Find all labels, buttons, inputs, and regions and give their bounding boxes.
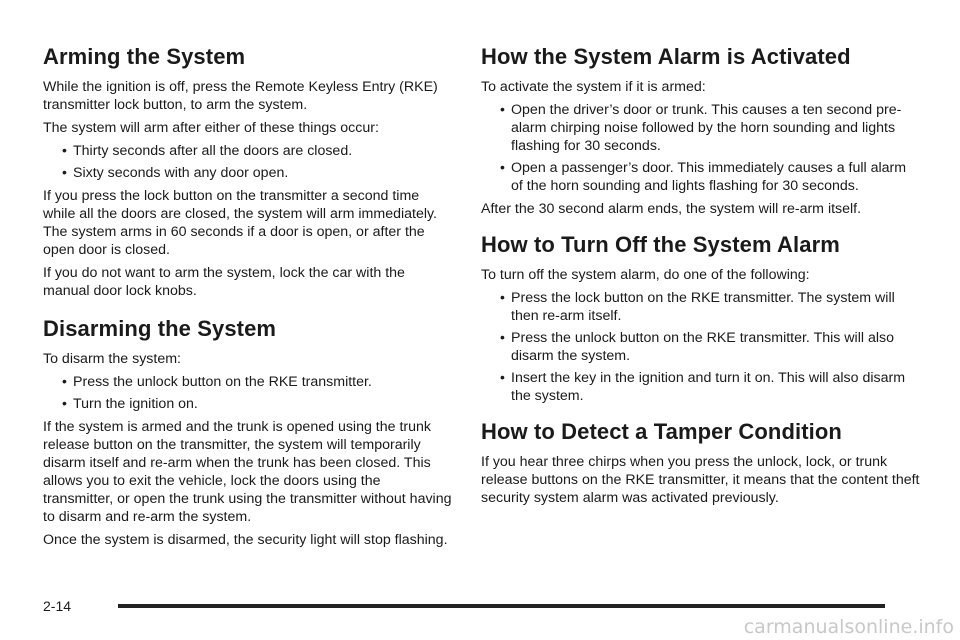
watermark: carmanualsonline.info bbox=[743, 616, 954, 638]
list-item-text: Press the unlock button on the RKE transmitter. This will also disarm the system. bbox=[511, 330, 894, 364]
section-title: Arming the System bbox=[43, 44, 246, 69]
paragraph: If the system is armed and the trunk is opened using the trunk release button on the transmitter, the system will temporarily disarm itself and re-arm when the trunk has been closed. This allows you to exit the vehicle, lock the doors using the transmitter, or open the trunk using the transmitter without having to disarm and re-arm the system. bbox=[43, 419, 452, 525]
arming-section bbox=[43, 42, 453, 300]
bullet-icon: • bbox=[62, 395, 67, 411]
section-title: How to Detect a Tamper Condition bbox=[481, 419, 842, 444]
list-item-text: Turn the ignition on. bbox=[73, 396, 198, 412]
page-number: 2-14 bbox=[43, 598, 72, 614]
paragraph: After the 30 second alarm ends, the system will re-arm itself. bbox=[481, 201, 862, 217]
bullet-icon: • bbox=[62, 142, 67, 158]
footer-rule bbox=[118, 604, 885, 608]
bullet-icon: • bbox=[500, 329, 505, 345]
paragraph: While the ignition is off, press the Remote Keyless Entry (RKE) transmitter lock button, to arm the system. bbox=[43, 79, 438, 113]
list-item bbox=[43, 373, 453, 391]
list-item bbox=[43, 142, 453, 160]
list-item bbox=[43, 395, 453, 413]
paragraph: If you hear three chirps when you press the unlock, lock, or trunk release buttons on the RKE transmitter, it means that the content theft security system alarm was activated previously. bbox=[481, 454, 920, 506]
bullet-icon: • bbox=[500, 369, 505, 385]
paragraph: To activate the system if it is armed: bbox=[481, 79, 706, 95]
section-title: How the System Alarm is Activated bbox=[481, 44, 851, 69]
paragraph: Once the system is disarmed, the security light will stop flashing. bbox=[43, 532, 448, 548]
list-item bbox=[481, 369, 921, 405]
disarming-section bbox=[43, 314, 453, 549]
list-item-text: Press the lock button on the RKE transmitter. The system will then re-arm itself. bbox=[511, 290, 895, 324]
bullet-list bbox=[43, 142, 453, 182]
list-item bbox=[481, 101, 921, 155]
section-title: How to Turn Off the System Alarm bbox=[481, 232, 840, 257]
paragraph: To disarm the system: bbox=[43, 351, 181, 367]
bullet-list bbox=[481, 289, 921, 405]
bullet-icon: • bbox=[500, 101, 505, 117]
paragraph: If you press the lock button on the transmitter a second time while all the doors are closed, the system will arm immediately. The system arms in 60 seconds if a door is open, or after the open door is closed. bbox=[43, 188, 437, 258]
section-title: Disarming the System bbox=[43, 316, 277, 341]
bullet-list bbox=[43, 373, 453, 413]
left-column bbox=[43, 42, 453, 554]
bullet-icon: • bbox=[62, 164, 67, 180]
bullet-icon: • bbox=[500, 159, 505, 175]
list-item bbox=[43, 164, 453, 182]
list-item bbox=[481, 159, 921, 195]
turnoff-section bbox=[481, 230, 921, 405]
activated-section bbox=[481, 42, 921, 218]
list-item-text: Open a passenger’s door. This immediately causes a full alarm of the horn sounding and lights flashing for 30 seconds. bbox=[511, 160, 907, 194]
list-item bbox=[481, 329, 921, 365]
list-item bbox=[481, 289, 921, 325]
bullet-list bbox=[481, 101, 921, 195]
list-item-text: Insert the key in the ignition and turn it on. This will also disarm the system. bbox=[511, 370, 906, 404]
right-column bbox=[481, 42, 921, 512]
paragraph: To turn off the system alarm, do one of the following: bbox=[481, 267, 810, 283]
tamper-section bbox=[481, 417, 921, 507]
paragraph: The system will arm after either of these things occur: bbox=[43, 120, 379, 136]
paragraph: If you do not want to arm the system, lock the car with the manual door lock knobs. bbox=[43, 265, 405, 299]
bullet-icon: • bbox=[500, 289, 505, 305]
list-item-text: Thirty seconds after all the doors are closed. bbox=[73, 143, 353, 159]
list-item-text: Press the unlock button on the RKE transmitter. bbox=[73, 374, 372, 390]
bullet-icon: • bbox=[62, 373, 67, 389]
list-item-text: Open the driver’s door or trunk. This causes a ten second pre-alarm chirping noise followed by the horn sounding and lights flashing for 30 seconds. bbox=[511, 102, 902, 154]
list-item-text: Sixty seconds with any door open. bbox=[73, 165, 289, 181]
